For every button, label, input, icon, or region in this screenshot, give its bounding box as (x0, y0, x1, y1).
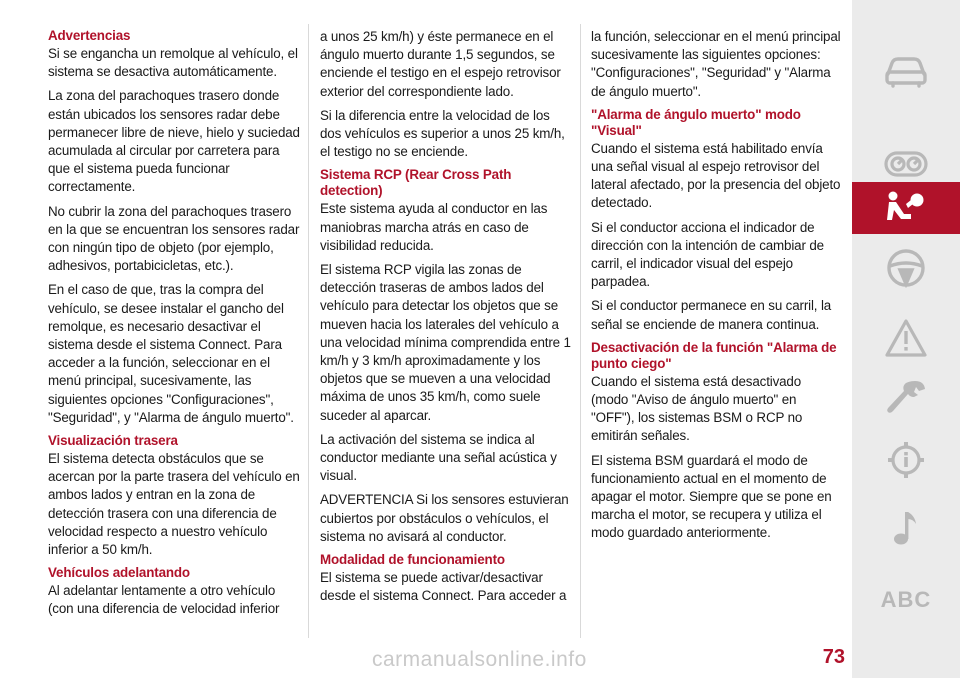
paragraph: El sistema detecta obstáculos que se acercan por la parte trasera del vehículo en ambos lados y entran en la zona de detección trasera con una diferencia de velocidad respecto a nuestro vehículo inferior a 50 km/h. (48, 451, 300, 558)
section-heading: Advertencias (48, 28, 131, 43)
paragraph: a unos 25 km/h) y éste permanece en el ángulo muerto durante 1,5 segundos, se enciende el testigo en el espejo retrovisor exterior del correspondiente lado. (320, 29, 561, 99)
nav-safety[interactable] (852, 182, 960, 234)
paragraph: El sistema BSM guardará el modo de funcionamiento actual en el momento de apagar el motor. Siempre que se pone en marcha el motor, se recupera y utiliza el modo guardado anteriormente. (591, 452, 832, 541)
paragraph: La zona del parachoques trasero donde están ubicados los sensores radar debe permanecer libre de nieve, hielo y suciedad acumulada al circular por carretera para que el sistema pueda funcionar correctamente. (48, 88, 300, 195)
nav-technical-data[interactable] (852, 432, 960, 488)
text-column-1 (48, 28, 300, 625)
paragraph: Si el conductor permanece en su carril, la señal se enciende de manera continua. (591, 298, 832, 332)
paragraph: Si el conductor acciona el indicador de dirección con la intención de cambiar de carril, el indicador visual del espejo parpadea. (591, 219, 824, 290)
steering-wheel-icon (884, 248, 928, 288)
paragraph: ADVERTENCIA Si los sensores estuvieran cubiertos por obstáculos o vehículos, el sistema no avisará al conductor. (320, 492, 569, 544)
section-heading: Sistema RCP (Rear Cross Path detection) (320, 167, 512, 199)
nav-steering[interactable] (852, 240, 960, 296)
car-icon (884, 50, 928, 90)
paragraph: El sistema se puede activar/desactivar desde el sistema Connect. Para acceder a (320, 570, 567, 604)
paragraph: Cuando el sistema está desactivado (modo "Aviso de ángulo muerto" en "OFF"), los sistemas BSM o RCP no emitirán señales. (591, 373, 803, 444)
wrench-icon (884, 378, 928, 418)
paragraph: Cuando el sistema está habilitado envía una señal visual al espejo retrovisor del lateral afectado, por la presencia del objeto detectado. (591, 140, 841, 211)
section-heading: Vehículos adelantando (48, 565, 190, 581)
text-column-3 (591, 28, 841, 549)
column-divider (308, 24, 309, 638)
paragraph: Al adelantar lentamente a otro vehículo (con una diferencia de velocidad inferior (48, 583, 280, 617)
airbag-safety-icon (884, 188, 928, 228)
technical-data-gear-icon (884, 440, 928, 480)
paragraph: En el caso de que, tras la compra del vehículo, se desee instalar el gancho del remolque, es necesario desactivar el sistema desde el sistema Connect. Para acceder a la función, seleccionar en el menú principal, sucesivamente, las siguientes opciones "Configuraciones", "Seguridad", y "Alarma de ángulo muerto". (48, 282, 294, 425)
section-heading: "Alarma de ángulo muerto" modo "Visual" (591, 106, 801, 138)
text-column-2 (320, 28, 572, 611)
dashboard-gauges-icon (884, 144, 928, 184)
section-heading: Desactivación de la función "Alarma de punto ciego" (591, 339, 837, 371)
nav-maintenance[interactable] (852, 370, 960, 426)
page-number: 73 (822, 646, 845, 668)
paragraph: la función, seleccionar en el menú principal sucesivamente las siguientes opciones: "Configuraciones", "Seguridad" y "Alarma de ángulo muerto". (591, 29, 841, 99)
paragraph: Este sistema ayuda al conductor en las maniobras marcha atrás en caso de visibilidad reducida. (320, 201, 548, 253)
nav-warnings[interactable] (852, 310, 960, 366)
paragraph: Si se engancha un remolque al vehículo, el sistema se desactiva automáticamente. (48, 46, 298, 80)
column-divider (580, 24, 581, 638)
paragraph: La activación del sistema se indica al conductor mediante una señal acústica y visual. (320, 431, 557, 484)
warning-triangle-icon (884, 318, 928, 358)
paragraph: El sistema RCP vigila las zonas de detección traseras de ambos lados del vehículo para detectar los objetos que se mueven hacia los laterales del vehículo a una velocidad mínima comprendida entre 1 km/h y 3 km/h aproximadamente y los objetos que se mueven a una velocidad máxima de unos 35 km/h, como suele suceder al aparcar. (320, 262, 571, 423)
abc-index-icon: ABC (880, 587, 932, 612)
nav-multimedia[interactable] (852, 500, 960, 556)
watermark: carmanualsonline.info (372, 648, 587, 671)
section-heading: Modalidad de funcionamiento (320, 552, 505, 568)
section-heading: Visualización trasera (48, 433, 178, 449)
nav-index[interactable] (852, 572, 960, 628)
chapter-sidebar (852, 0, 960, 678)
paragraph: No cubrir la zona del parachoques trasero en la que se encuentran los sensores radar con ningún tipo de objeto (por ejemplo, adhesivos, portabicicletas, etc.). (48, 203, 300, 274)
paragraph: Si la diferencia entre la velocidad de los dos vehículos es superior a unos 25 km/h, el testigo no se enciende. (320, 107, 565, 160)
nav-car[interactable] (852, 42, 960, 98)
music-note-icon (884, 508, 928, 548)
